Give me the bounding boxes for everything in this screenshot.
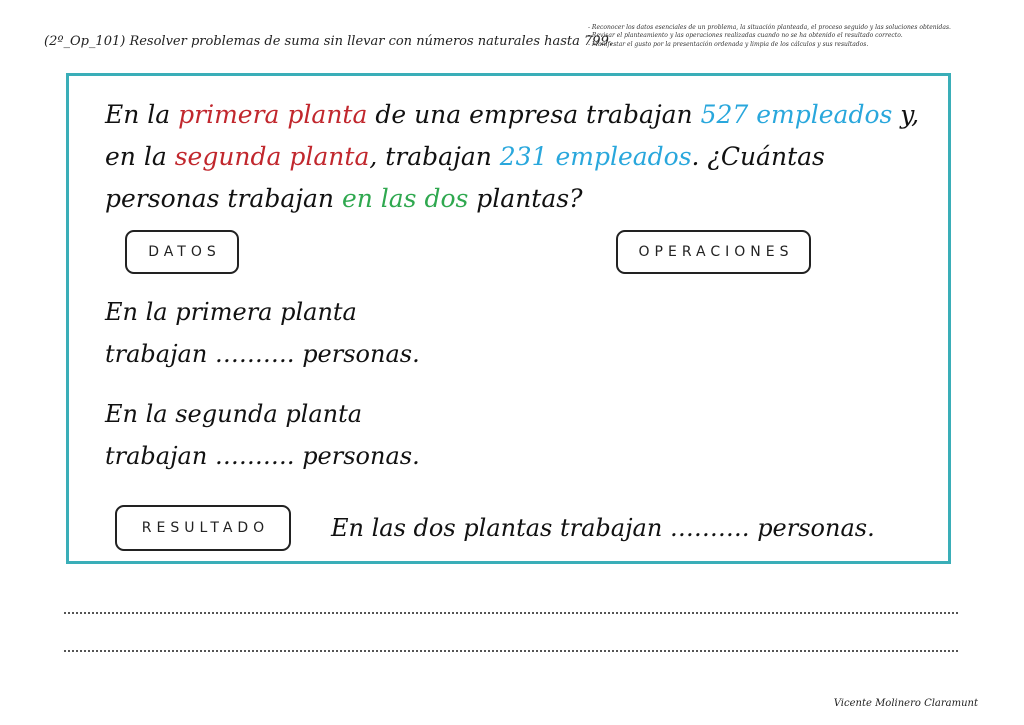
problem-text: y, en la [105, 100, 920, 171]
objective-item: - Reconocer los datos esenciales de un problema, la situación planteada, el proceso seguido y las soluciones obtenidas. [588, 24, 951, 31]
highlight-both-floors: en las dos [341, 184, 469, 213]
problem-statement [105, 94, 935, 220]
operaciones-label: OPERACIONES [616, 230, 811, 274]
highlight-527-employees: 527 empleados [700, 100, 893, 129]
data-second-floor-heading: En la segunda planta [105, 400, 363, 428]
highlight-second-floor: segunda planta [174, 142, 370, 171]
problem-text: de una empresa trabajan [367, 100, 701, 129]
answer-writing-line[interactable] [64, 650, 958, 652]
answer-writing-line[interactable] [64, 612, 958, 614]
highlight-231-employees: 231 empleados [499, 142, 692, 171]
objectives-list [588, 24, 988, 49]
problem-card [66, 73, 951, 564]
problem-text: . ¿Cuántas personas trabajan [105, 142, 825, 213]
objective-item: - Manifestar el gusto por la presentación ordenada y limpia de los cálculos y sus resultados. [588, 40, 869, 48]
result-answer-line[interactable]: En las dos plantas trabajan ………. personas. [331, 514, 875, 542]
problem-text: En la [105, 100, 179, 129]
data-first-floor-answer[interactable]: trabajan ………. personas. [105, 340, 420, 368]
highlight-first-floor: primera planta [178, 100, 368, 129]
problem-text: plantas? [468, 184, 583, 213]
objective-item: - Revisar el planteamiento y las operaciones realizadas cuando no se ha obtenido el resultado correcto. [588, 32, 903, 40]
datos-label: DATOS [125, 230, 239, 274]
worksheet-title: (2º_Op_101) Resolver problemas de suma sin llevar con números naturales hasta 799. [44, 34, 613, 49]
problem-text: , trabajan [369, 142, 500, 171]
data-second-floor-answer[interactable]: trabajan ………. personas. [105, 442, 420, 470]
resultado-label: RESULTADO [115, 505, 291, 551]
author-credit: Vicente Molinero Claramunt [833, 698, 978, 709]
data-first-floor-heading: En la primera planta [105, 298, 357, 326]
